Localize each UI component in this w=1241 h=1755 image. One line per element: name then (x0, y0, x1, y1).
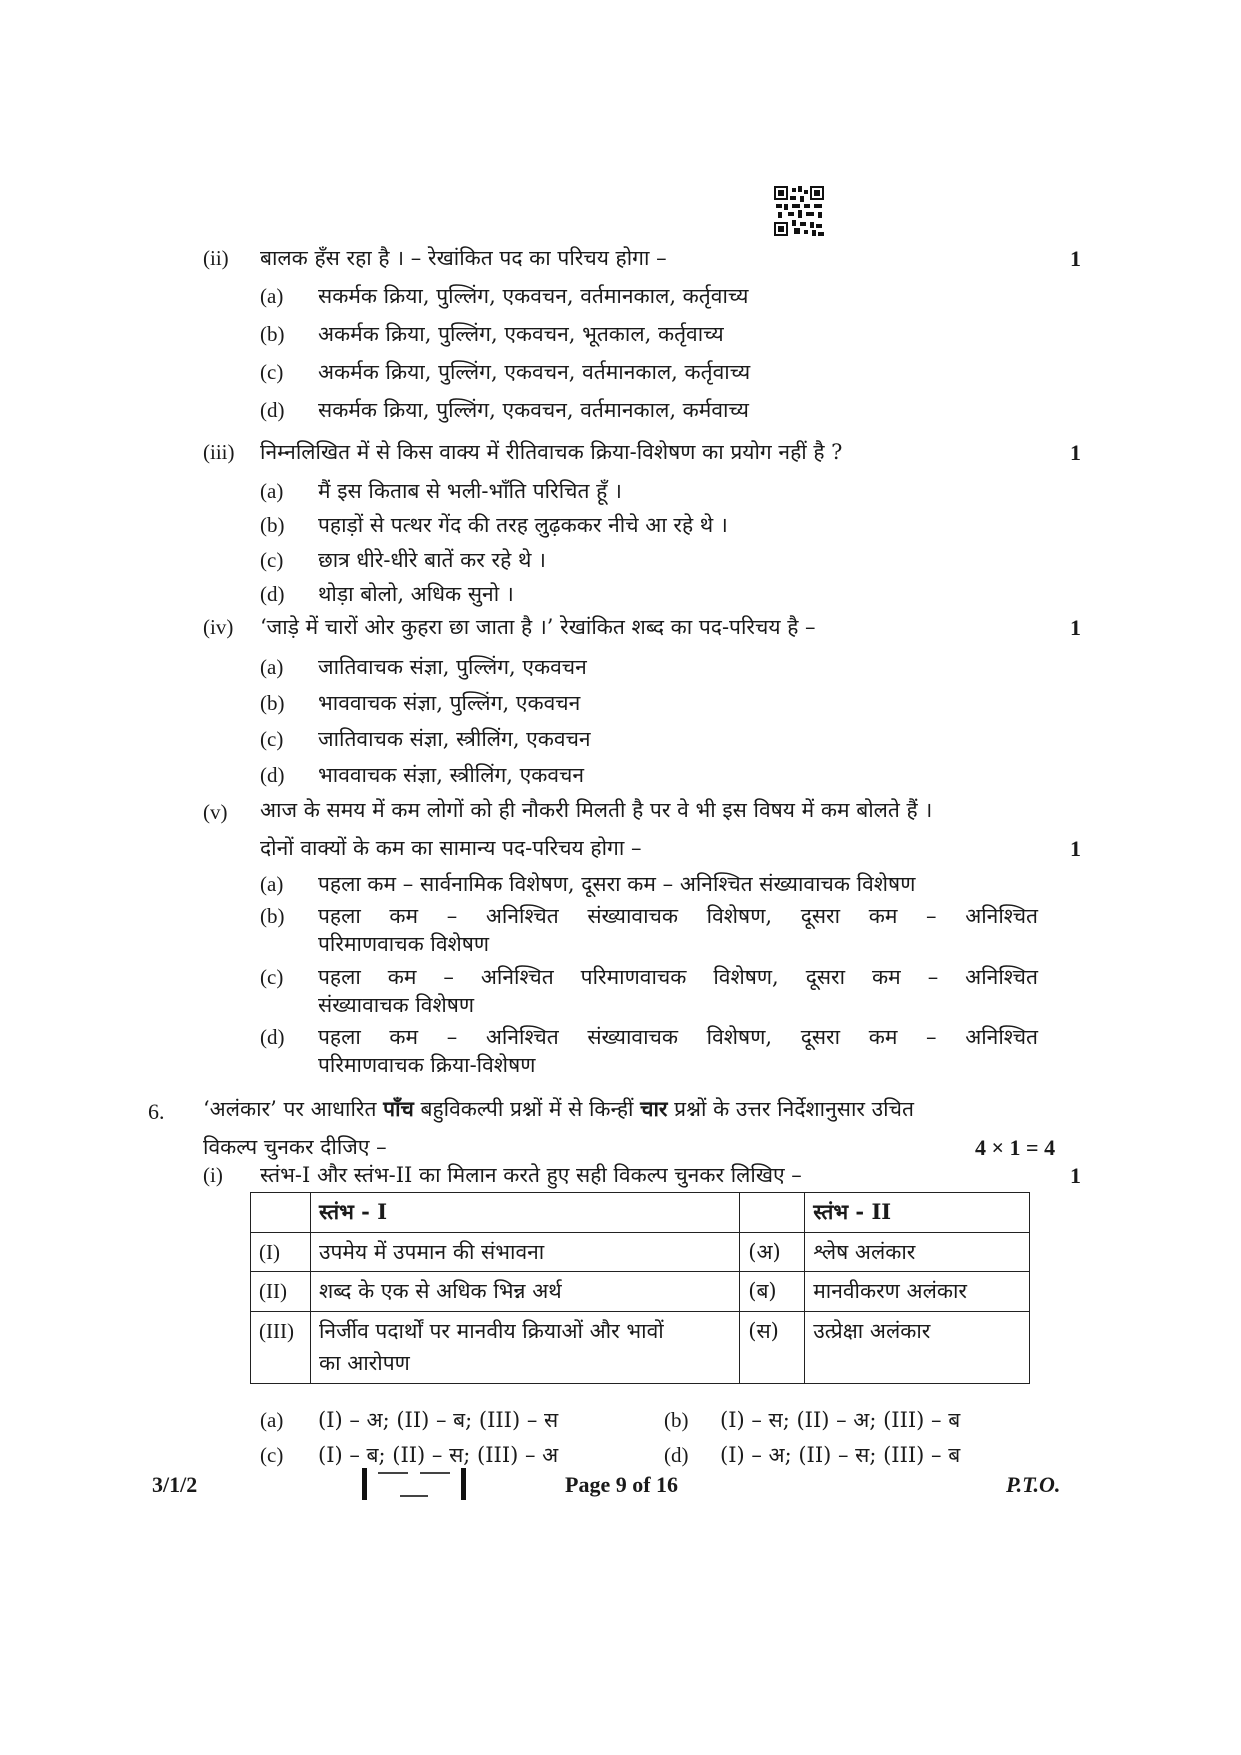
option-label: (b) (260, 904, 285, 928)
option-label: (c) (260, 965, 284, 989)
table-cell: (अ) (740, 1232, 805, 1272)
question-number: (v) (203, 800, 228, 824)
table-row (251, 1311, 1030, 1383)
option-text: परिमाणवाचक विशेषण (318, 932, 490, 956)
option-label: (b) (260, 322, 285, 346)
option-label: (a) (260, 872, 284, 896)
table-cell-line: निर्जीव पदार्थों पर मानवीय क्रियाओं और भावों (318, 1318, 664, 1343)
question-marks: 1 (1070, 440, 1081, 465)
table-cell: (ब) (740, 1272, 805, 1312)
qr-code-icon (774, 186, 824, 236)
barcode-icon (362, 1468, 466, 1500)
option-text: अकर्मक क्रिया, पुल्लिंग, एकवचन, वर्तमानकाल, कर्तृवाच्य (318, 360, 751, 384)
option-text: मैं इस किताब से भली-भाँति परिचित हूँ । (318, 479, 622, 503)
question-text: ‘जाड़े में चारों ओर कुहरा छा जाता है ।’ रेखांकित शब्द का पद-परिचय है – (260, 615, 816, 639)
option-text: जातिवाचक संज्ञा, पुल्लिंग, एकवचन (318, 655, 587, 679)
table-cell: शब्द के एक से अधिक भिन्न अर्थ (310, 1272, 739, 1312)
option-label: (a) (260, 479, 284, 503)
question-text: आज के समय में कम लोगों को ही नौकरी मिलती है पर वे भी इस विषय में कम बोलते हैं । (260, 798, 933, 822)
match-table (250, 1192, 1030, 1384)
option-text: संख्यावाचक विशेषण (318, 993, 475, 1017)
table-row (251, 1272, 1030, 1312)
option-text: पहाड़ों से पत्थर गेंद की तरह लुढ़ककर नीचे आ रहे थे । (318, 513, 728, 537)
option-text: पहला कम – सार्वनामिक विशेषण, दूसरा कम – अनिश्चित संख्यावाचक विशेषण (318, 872, 916, 896)
pto-label: P.T.O. (1006, 1472, 1061, 1497)
option-label: (b) (260, 513, 285, 537)
option-text: छात्र धीरे-धीरे बातें कर रहे थे । (318, 548, 547, 572)
option-text: पहला कम – अनिश्चित परिमाणवाचक विशेषण, दूसरा कम – अनिश्चित (318, 965, 1038, 989)
table-header-row (251, 1193, 1030, 1233)
table-cell-line: का आरोपण (318, 1351, 410, 1376)
option-label: (d) (664, 1443, 689, 1467)
table-row (251, 1232, 1030, 1272)
option-text: सकर्मक क्रिया, पुल्लिंग, एकवचन, वर्तमानकाल, कर्तृवाच्य (318, 284, 749, 308)
option-label: (d) (260, 398, 285, 422)
option-text: थोड़ा बोलो, अधिक सुनो । (318, 582, 514, 606)
page-number: Page 9 of 16 (565, 1472, 679, 1497)
option-text: (I) – अ; (II) – स; (III) – ब (720, 1443, 961, 1467)
table-cell: मानवीकरण अलंकार (805, 1272, 1030, 1312)
option-text: पहला कम – अनिश्चित संख्यावाचक विशेषण, दूसरा कम – अनिश्चित (318, 1025, 1038, 1049)
option-text: (I) – ब; (II) – स; (III) – अ (318, 1443, 559, 1467)
table-cell: उपमेय में उपमान की संभावना (310, 1232, 739, 1272)
question-marks: 1 (1070, 1163, 1081, 1188)
question-number: 6. (148, 1099, 165, 1124)
option-text: पहला कम – अनिश्चित संख्यावाचक विशेषण, दूसरा कम – अनिश्चित (318, 904, 1038, 928)
table-cell: (स) (740, 1311, 805, 1383)
option-label: (b) (664, 1408, 689, 1432)
question-text: स्तंभ-I और स्तंभ-II का मिलान करते हुए सही विकल्प चुनकर लिखिए – (260, 1163, 802, 1187)
option-label: (a) (260, 284, 284, 308)
option-label: (d) (260, 1025, 285, 1049)
table-header: स्तंभ - I (310, 1193, 739, 1233)
option-text: अकर्मक क्रिया, पुल्लिंग, एकवचन, भूतकाल, कर्तृवाच्य (318, 322, 724, 346)
option-label: (c) (260, 727, 284, 751)
table-cell (251, 1193, 311, 1233)
question-text: बालक हँस रहा है । – रेखांकित पद का परिचय होगा – (260, 246, 667, 270)
table-cell: (I) (251, 1232, 311, 1272)
table-cell: उत्प्रेक्षा अलंकार (805, 1311, 1030, 1383)
option-text: भाववाचक संज्ञा, पुल्लिंग, एकवचन (318, 691, 581, 715)
option-label: (c) (260, 1443, 284, 1467)
table-header: स्तंभ - II (805, 1193, 1030, 1233)
question-text: दोनों वाक्यों के कम का सामान्य पद-परिचय होगा – (260, 836, 642, 860)
option-label: (c) (260, 548, 284, 572)
question-text: विकल्प चुनकर दीजिए – (203, 1135, 387, 1159)
table-cell (740, 1193, 805, 1233)
question-marks: 1 (1070, 246, 1081, 271)
option-label: (b) (260, 691, 285, 715)
option-text: जातिवाचक संज्ञा, स्त्रीलिंग, एकवचन (318, 727, 591, 751)
question-number: (ii) (203, 246, 229, 270)
paper-code: 3/1/2 (152, 1472, 198, 1497)
option-label: (d) (260, 763, 285, 787)
option-label: (a) (260, 655, 284, 679)
question-text: निम्नलिखित में से किस वाक्य में रीतिवाचक क्रिया-विशेषण का प्रयोग नहीं है ? (260, 440, 843, 464)
question-number: (i) (203, 1163, 223, 1187)
question-marks: 1 (1070, 836, 1081, 861)
question-number: (iii) (203, 440, 235, 464)
table-cell: (II) (251, 1272, 311, 1312)
question-marks: 1 (1070, 615, 1081, 640)
question-marks: 4 × 1 = 4 (975, 1135, 1056, 1160)
table-cell (310, 1311, 739, 1383)
option-label: (d) (260, 582, 285, 606)
question-number: (iv) (203, 615, 234, 639)
option-text: सकर्मक क्रिया, पुल्लिंग, एकवचन, वर्तमानकाल, कर्मवाच्य (318, 398, 749, 422)
option-label: (c) (260, 360, 284, 384)
option-text: (I) – स; (II) – अ; (III) – ब (720, 1408, 961, 1432)
option-text: (I) – अ; (II) – ब; (III) – स (318, 1408, 559, 1432)
option-text: भाववाचक संज्ञा, स्त्रीलिंग, एकवचन (318, 763, 585, 787)
question-text: ‘अलंकार’ पर आधारित पाँच बहुविकल्पी प्रश्नों में से किन्हीं चार प्रश्नों के उत्तर निर्देशानुसार उचित (203, 1096, 914, 1121)
option-text: परिमाणवाचक क्रिया-विशेषण (318, 1053, 536, 1077)
table-cell: (III) (251, 1311, 311, 1383)
option-label: (a) (260, 1408, 284, 1432)
table-cell: श्लेष अलंकार (805, 1232, 1030, 1272)
